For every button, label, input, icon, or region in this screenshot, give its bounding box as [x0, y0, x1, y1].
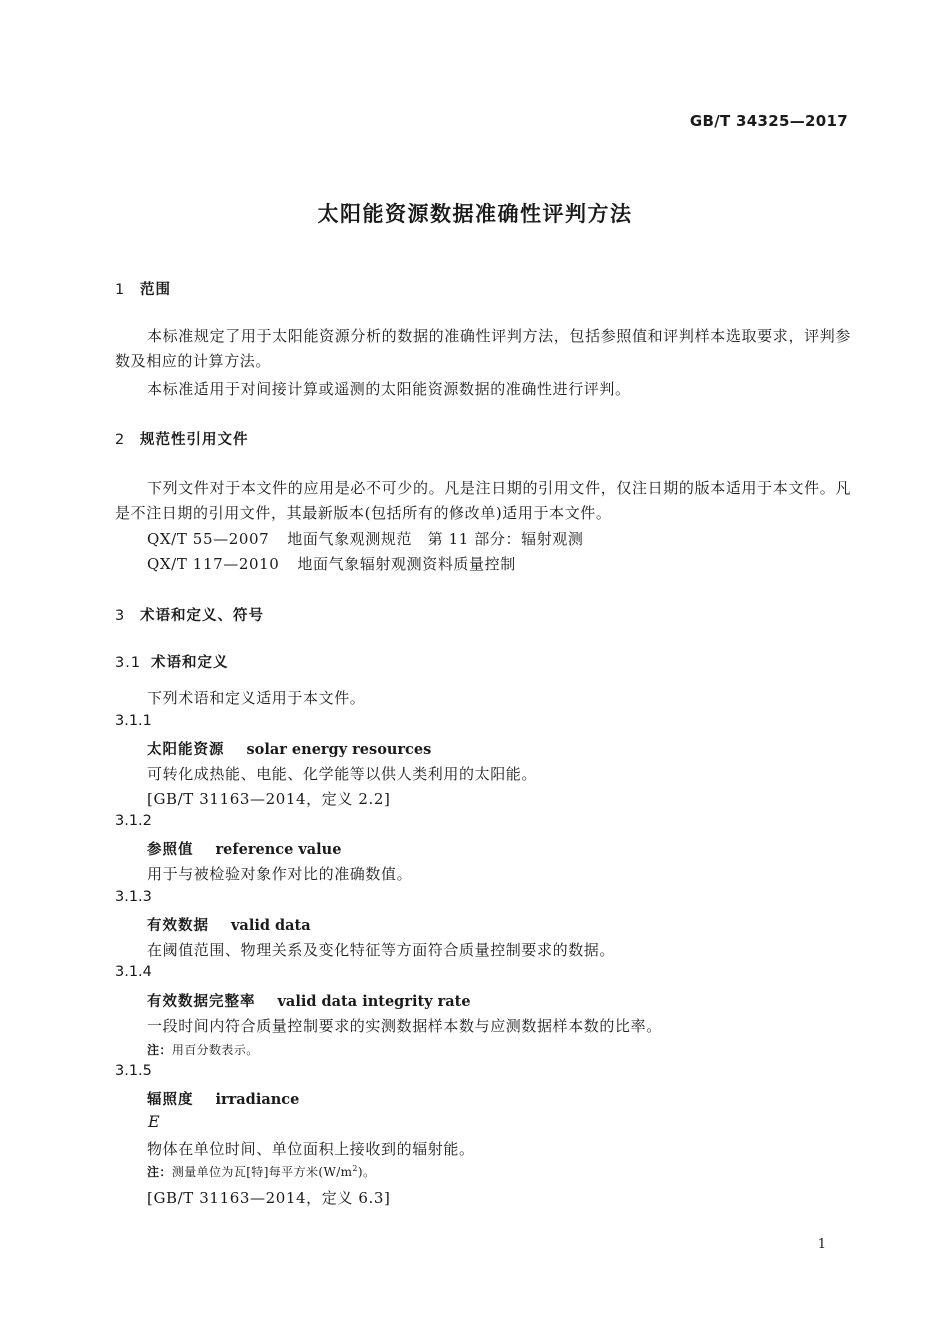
term-number: 3.1.5	[115, 1063, 152, 1079]
note-label: 注：	[147, 1043, 172, 1057]
section-3-heading	[115, 604, 264, 625]
section-2-heading	[115, 428, 249, 449]
standard-number: GB/T 34325—2017	[689, 112, 848, 130]
reference-title: 地面气象观测规范 第 11 部分：辐射观测	[287, 530, 584, 548]
term-entry	[147, 738, 431, 759]
note-text: 用百分数表示。	[171, 1043, 259, 1057]
term-definition: 可转化成热能、电能、化学能等以供人类利用的太阳能。	[147, 765, 538, 783]
section-1-paragraph-2: 本标准适用于对间接计算或遥测的太阳能资源数据的准确性进行评判。	[147, 380, 631, 398]
section-1-paragraph-1: 本标准规定了用于太阳能资源分析的数据的准确性评判方法，包括参照值和评判样本选取要求，评判参数及相应的计算方法。	[115, 327, 851, 370]
term-chinese: 太阳能资源	[147, 742, 225, 758]
term-english: valid data integrity rate	[277, 993, 471, 1010]
term-definition: 在阈值范围、物理关系及变化特征等方面符合质量控制要求的数据。	[147, 941, 616, 959]
page-number: 1	[817, 1237, 826, 1252]
subsection-title: 术语和定义	[151, 655, 229, 671]
term-chinese: 有效数据	[147, 918, 209, 934]
term-source: [GB/T 31163—2014，定义 2.2]	[147, 790, 391, 808]
subsection-3-1-heading	[115, 651, 229, 672]
reference-code: QX/T 117—2010	[147, 555, 280, 573]
document-title: 太阳能资源数据准确性评判方法	[317, 202, 633, 226]
term-source: [GB/T 31163—2014，定义 6.3]	[147, 1189, 391, 1207]
term-english: solar energy resources	[246, 741, 432, 758]
terms-intro: 下列术语和定义适用于本文件。	[147, 689, 366, 707]
term-entry	[147, 838, 341, 859]
section-title: 术语和定义、符号	[140, 608, 264, 624]
term-chinese: 辐照度	[147, 1092, 194, 1108]
note-text-end: )。	[357, 1165, 376, 1179]
term-number: 3.1.2	[115, 813, 152, 829]
normative-reference-1	[147, 528, 584, 549]
term-chinese: 有效数据完整率	[147, 994, 256, 1010]
note-superscript: 2	[352, 1164, 358, 1173]
term-entry	[147, 914, 311, 935]
term-number: 3.1.3	[115, 889, 152, 905]
section-number: 1	[115, 282, 126, 298]
term-definition: 用于与被检验对象作对比的准确数值。	[147, 865, 413, 883]
section-2-paragraph-1: 下列文件对于本文件的应用是必不可少的。凡是注日期的引用文件，仅注日期的版本适用于本文件。凡是不注日期的引用文件，其最新版本(包括所有的修改单)适用于本文件。	[115, 479, 851, 522]
term-note	[147, 1041, 259, 1058]
term-english: valid data	[231, 917, 311, 934]
term-english: irradiance	[215, 1091, 300, 1108]
reference-code: QX/T 55—2007	[147, 530, 270, 548]
section-title: 范围	[140, 282, 171, 298]
section-1-heading	[115, 278, 171, 299]
section-number: 3	[115, 608, 126, 624]
section-title: 规范性引用文件	[140, 432, 249, 448]
term-definition: 一段时间内符合质量控制要求的实测数据样本数与应测数据样本数的比率。	[147, 1017, 662, 1035]
term-definition: 物体在单位时间、单位面积上接收到的辐射能。	[147, 1140, 475, 1158]
term-entry	[147, 1088, 299, 1109]
term-number: 3.1.1	[115, 713, 152, 729]
term-entry	[147, 990, 471, 1011]
normative-reference-2	[147, 553, 516, 574]
subsection-number: 3.1	[115, 655, 142, 671]
term-english: reference value	[215, 841, 342, 858]
section-number: 2	[115, 432, 126, 448]
note-text: 测量单位为瓦[特]每平方米(W/m	[171, 1165, 353, 1179]
term-number: 3.1.4	[115, 964, 152, 980]
note-label: 注：	[147, 1165, 172, 1179]
term-symbol: E	[148, 1112, 160, 1131]
reference-title: 地面气象辐射观测资料质量控制	[297, 555, 516, 573]
term-chinese: 参照值	[147, 842, 194, 858]
term-note	[147, 1163, 375, 1180]
